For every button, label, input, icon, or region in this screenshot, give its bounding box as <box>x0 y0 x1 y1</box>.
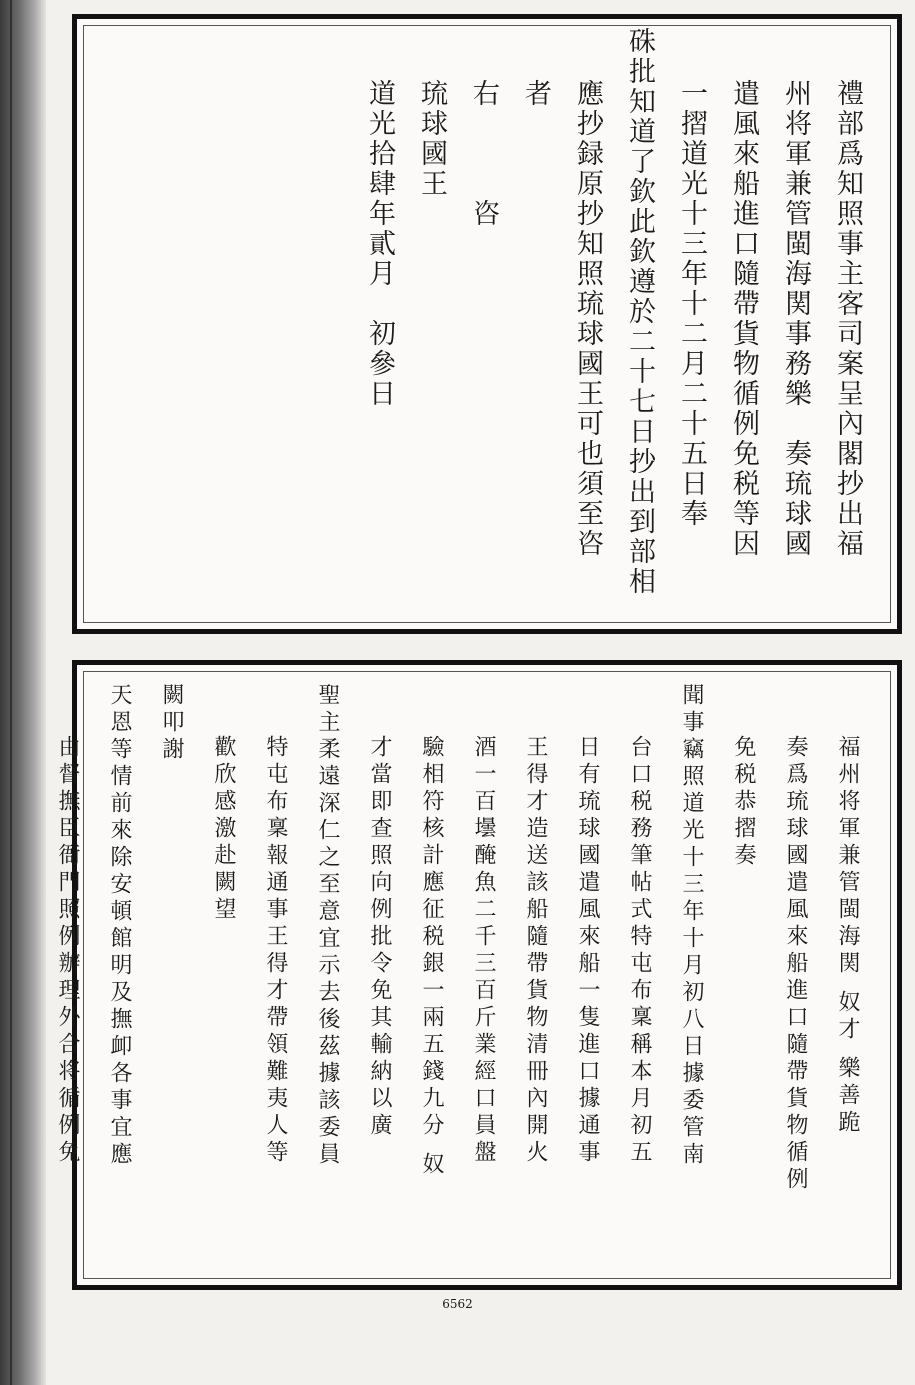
text-column: 特屯布稟報通事王得才帶領難夷人等 <box>263 735 288 1167</box>
text-column: 禮部爲知照事主客司案呈內閣抄出福 <box>832 79 863 559</box>
book-binding-edge <box>0 0 46 1385</box>
bottom-text-columns <box>55 683 873 1261</box>
text-column-elevated: 聖主柔遠深仁之至意宜示去後茲據該委員 <box>315 683 340 1169</box>
text-column: 由督撫臣衙門照例辦理外合将循例免 <box>55 735 80 1167</box>
text-column: 者 <box>520 79 551 109</box>
date-column: 道光拾肆年貳月 初參日 <box>364 79 395 409</box>
top-document-panel <box>72 14 902 634</box>
text-column-elevated: 闕叩謝 <box>159 683 184 764</box>
text-column: 免税恭摺奏 <box>731 735 756 870</box>
text-column: 王得才造送該船隨帶貨物清冊內開火 <box>523 735 548 1167</box>
text-column: 州将軍兼管閩海関事務樂 奏琉球國 <box>780 79 811 559</box>
text-column: 日有琉球國遣風來船一隻進口據通事 <box>575 735 600 1167</box>
text-column: 驗相符核計應征税銀一兩五錢九分 奴 <box>419 735 444 1179</box>
text-column: 應抄録原抄知照琉球國王可也須至咨 <box>572 79 603 559</box>
text-column: 琉球國王 <box>416 79 447 199</box>
text-column: 遣風來船進口隨帶貨物循例免税等因 <box>728 79 759 559</box>
top-text-columns <box>101 27 873 605</box>
text-column: 才當即查照向例批令免其輸納以廣 <box>367 735 392 1140</box>
text-column: 歡欣感激赴闕望 <box>211 735 236 924</box>
text-column: 酒一百壜醃魚二千三百斤業經口員盤 <box>471 735 496 1167</box>
bottom-document-panel <box>55 660 902 1290</box>
text-column: 奏爲琉球國遣風來船進口隨帶貨物循例 <box>783 735 808 1194</box>
text-column-elevated: 聞事竊照道光十三年十月初八日據委管南 <box>679 683 704 1169</box>
binding-line <box>10 0 12 1385</box>
text-column-elevated: 硃批知道了欽此欽遵於二十七日抄出到部相 <box>624 27 655 597</box>
text-column: 台口税務筆帖式特屯布稟稱本月初五 <box>627 735 652 1167</box>
text-column: 右 咨 <box>468 79 499 229</box>
text-column: 福州将軍兼管閩海関 奴才 樂善跪 <box>835 735 860 1137</box>
page-number: 6562 <box>442 1297 473 1311</box>
text-column-elevated: 天恩等情前來除安頓館明及撫卹各事宜應 <box>107 683 132 1169</box>
text-column: 一摺道光十三年十二月二十五日奉 <box>676 79 707 529</box>
